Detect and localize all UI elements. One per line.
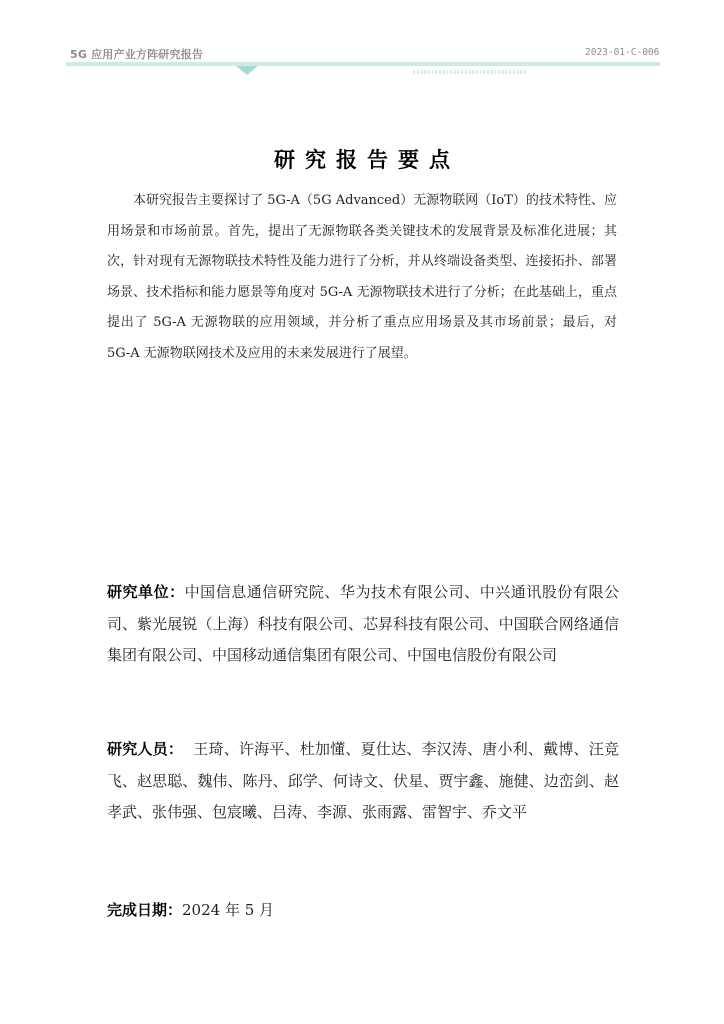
abstract-paragraph: 本研究报告主要探讨了 5G-A（5G Advanced）无源物联网（IoT）的技术特性、应用场景和市场前景。首先，提出了无源物联各类关键技术的发展背景及标准化进展；其次，针对现有无源物联技术特性及能力进行了分析，并从终端设备类型、连接拓扑、部署场景、技术指标和能力愿景等角度对 5G-A 无源物联技术进行了分析；在此基础上，重点提出了 5G-A 无源物联的应用领域，并分析了重点应用场景及其市场前景；最后，对 5G-A 无源物联网技术及应用的未来发展进行了展望。 [107,193,617,361]
researchers-value: 王琦、许海平、杜加懂、夏仕达、李汉涛、唐小利、戴博、汪竞飞、赵思聪、魏伟、陈丹、邱学、何诗文、伏星、贾宇鑫、施健、边峦剑、赵孝武、张伟强、包宸曦、吕涛、李源、张雨露、雷智宇、乔文平 [107,740,619,821]
researchers [107,734,619,829]
header-divider [66,62,660,66]
report-series-title: 5G 应用产业方阵研究报告 [70,48,204,61]
research-units-label: 研究单位： [107,583,185,601]
page-title: 研究报告要点 [274,147,460,173]
completion-date-label: 完成日期： [107,901,183,919]
completion-date-value: 2024 年 5 月 [182,901,275,919]
research-units-value: 中国信息通信研究院、华为技术有限公司、中兴通讯股份有限公司、紫光展锐（上海）科技有限公司、芯昇科技有限公司、中国联合网络通信集团有限公司、中国移动通信集团有限公司、中国电信股份有限公司 [107,583,619,664]
header-triangle-marker [236,66,258,75]
header-chevron-decoration: ‹‹‹‹‹‹‹‹‹‹‹‹‹‹‹‹‹‹‹‹‹‹‹‹‹‹‹‹‹‹‹ [412,67,527,78]
researchers-label: 研究人员： [107,740,184,758]
document-code: 2023-01-C-006 [585,47,660,58]
research-units [107,577,619,672]
page-header [0,0,724,90]
completion-date [107,895,619,927]
